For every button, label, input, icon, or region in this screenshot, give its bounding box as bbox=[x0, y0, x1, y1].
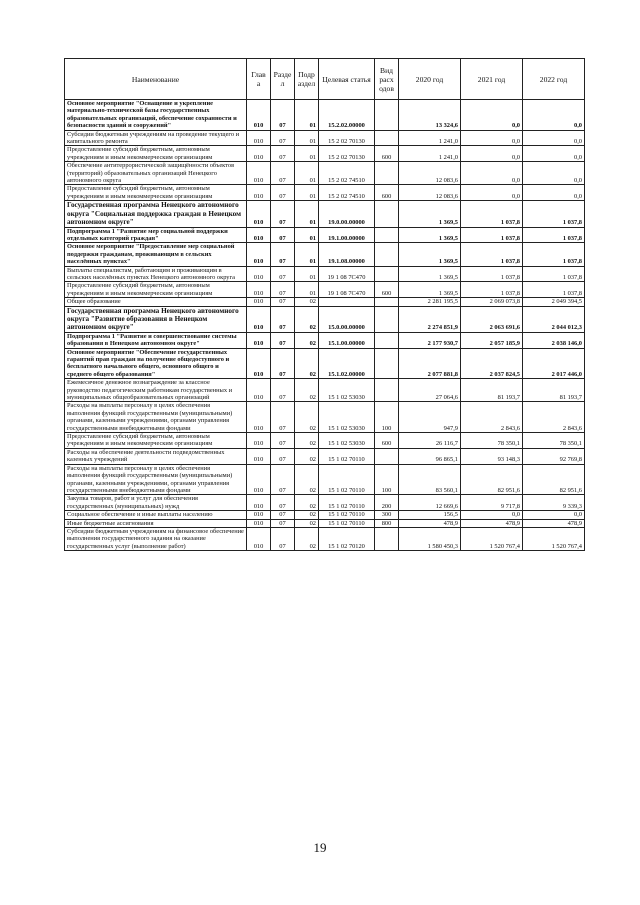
cell-2020: 1 369,5 bbox=[399, 282, 461, 298]
cell-statya bbox=[319, 298, 375, 306]
cell-vid: 300 bbox=[375, 511, 399, 519]
cell-statya: 15 1 02 70110 bbox=[319, 511, 375, 519]
cell-vid: 600 bbox=[375, 433, 399, 449]
cell-name: Ежемесячное денежное вознаграждение за классное руководство педагогическим работникам государственных и муниципальных общеобразовательных организаций bbox=[65, 379, 247, 402]
cell-vid bbox=[375, 448, 399, 464]
cell-statya: 15 1 02 70110 bbox=[319, 519, 375, 527]
cell-statya: 19.1.00.00000 bbox=[319, 227, 375, 243]
cell-razdel: 07 bbox=[271, 519, 295, 527]
cell-2020: 2 177 930,7 bbox=[399, 332, 461, 348]
cell-2020: 96 865,1 bbox=[399, 448, 461, 464]
cell-statya: 15 2 02 74510 bbox=[319, 185, 375, 201]
table-body bbox=[65, 100, 585, 551]
table-row bbox=[65, 227, 585, 243]
table-row bbox=[65, 243, 585, 266]
cell-name: Расходы на обеспечение деятельности подведомственных казенных учреждений bbox=[65, 448, 247, 464]
cell-podrazdel: 02 bbox=[295, 519, 319, 527]
cell-podrazdel: 01 bbox=[295, 227, 319, 243]
cell-2021: 2 063 691,6 bbox=[461, 306, 523, 332]
cell-2020: 12 083,6 bbox=[399, 162, 461, 185]
cell-2022: 9 339,3 bbox=[523, 495, 585, 511]
cell-statya: 15 2 02 70130 bbox=[319, 130, 375, 146]
cell-2022: 0,0 bbox=[523, 185, 585, 201]
cell-glava: 010 bbox=[247, 146, 271, 162]
header-podrazdel: Подр аздел bbox=[295, 59, 319, 100]
cell-razdel: 07 bbox=[271, 527, 295, 550]
cell-statya: 19.1.08.00000 bbox=[319, 243, 375, 266]
cell-podrazdel: 02 bbox=[295, 402, 319, 433]
cell-2020: 156,5 bbox=[399, 511, 461, 519]
cell-statya: 15 2 02 70130 bbox=[319, 146, 375, 162]
page-number: 19 bbox=[313, 840, 327, 855]
cell-2021: 9 717,8 bbox=[461, 495, 523, 511]
cell-razdel: 07 bbox=[271, 130, 295, 146]
cell-vid bbox=[375, 243, 399, 266]
cell-2022: 2 038 146,0 bbox=[523, 332, 585, 348]
cell-name: Иные бюджетные ассигнования bbox=[65, 519, 247, 527]
cell-2020: 27 064,6 bbox=[399, 379, 461, 402]
cell-statya: 15.2.02.00000 bbox=[319, 100, 375, 131]
cell-podrazdel: 02 bbox=[295, 527, 319, 550]
table-row bbox=[65, 306, 585, 332]
cell-podrazdel: 01 bbox=[295, 243, 319, 266]
cell-vid: 200 bbox=[375, 495, 399, 511]
table-header-row bbox=[65, 59, 585, 100]
cell-vid: 600 bbox=[375, 282, 399, 298]
header-glava: Глав а bbox=[247, 59, 271, 100]
cell-2021: 93 148,3 bbox=[461, 448, 523, 464]
cell-statya: 15 2 02 74510 bbox=[319, 162, 375, 185]
cell-2020: 2 281 195,5 bbox=[399, 298, 461, 306]
cell-2021: 0,0 bbox=[461, 162, 523, 185]
cell-statya: 15 1 02 70120 bbox=[319, 527, 375, 550]
cell-2022: 82 951,6 bbox=[523, 464, 585, 495]
table-row bbox=[65, 298, 585, 306]
cell-statya: 19.0.00.00000 bbox=[319, 201, 375, 227]
cell-glava: 010 bbox=[247, 527, 271, 550]
header-name: Наименование bbox=[65, 59, 247, 100]
cell-vid: 600 bbox=[375, 146, 399, 162]
cell-2020: 1 369,5 bbox=[399, 201, 461, 227]
cell-name: Предоставление субсидий бюджетным, автономным учреждениям и иным некоммерческим организациям bbox=[65, 282, 247, 298]
cell-statya: 15.0.00.00000 bbox=[319, 306, 375, 332]
cell-2022: 478,9 bbox=[523, 519, 585, 527]
cell-2022: 1 037,8 bbox=[523, 282, 585, 298]
cell-name: Предоставление субсидий бюджетным, автономным учреждениям и иным некоммерческим организациям bbox=[65, 433, 247, 449]
cell-2022: 78 350,1 bbox=[523, 433, 585, 449]
cell-statya: 15 1 02 53030 bbox=[319, 402, 375, 433]
cell-vid bbox=[375, 227, 399, 243]
cell-glava: 010 bbox=[247, 100, 271, 131]
cell-razdel: 07 bbox=[271, 146, 295, 162]
cell-2020: 1 369,5 bbox=[399, 243, 461, 266]
cell-vid bbox=[375, 100, 399, 131]
cell-name: Государственная программа Ненецкого автономного округа "Социальная поддержка граждан в Ненецком автономном округе" bbox=[65, 201, 247, 227]
cell-2021: 0,0 bbox=[461, 146, 523, 162]
cell-2021: 1 037,8 bbox=[461, 243, 523, 266]
cell-glava: 010 bbox=[247, 266, 271, 282]
cell-razdel: 07 bbox=[271, 495, 295, 511]
cell-razdel: 07 bbox=[271, 433, 295, 449]
cell-2020: 13 324,6 bbox=[399, 100, 461, 131]
cell-razdel: 07 bbox=[271, 348, 295, 379]
cell-statya: 15 1 02 70110 bbox=[319, 448, 375, 464]
cell-2022: 92 769,8 bbox=[523, 448, 585, 464]
cell-2022: 2 843,6 bbox=[523, 402, 585, 433]
cell-2022: 1 520 767,4 bbox=[523, 527, 585, 550]
cell-podrazdel: 02 bbox=[295, 464, 319, 495]
cell-name: Расходы на выплаты персоналу в целях обеспечения выполнения функций государственными (муниципальными) органами, казенными учреждениями, органами управления государственными внебюджетными фондами bbox=[65, 402, 247, 433]
cell-vid bbox=[375, 266, 399, 282]
cell-2022: 1 037,8 bbox=[523, 266, 585, 282]
cell-vid bbox=[375, 130, 399, 146]
cell-statya: 19 1 08 7С470 bbox=[319, 282, 375, 298]
table-row bbox=[65, 100, 585, 131]
cell-name: Государственная программа Ненецкого автономного округа "Развитие образования в Ненецком автономном округе" bbox=[65, 306, 247, 332]
table-row bbox=[65, 162, 585, 185]
cell-2021: 81 193,7 bbox=[461, 379, 523, 402]
cell-glava: 010 bbox=[247, 448, 271, 464]
cell-2021: 2 057 185,9 bbox=[461, 332, 523, 348]
cell-glava: 010 bbox=[247, 130, 271, 146]
table-row bbox=[65, 511, 585, 519]
cell-2021: 0,0 bbox=[461, 511, 523, 519]
cell-razdel: 07 bbox=[271, 185, 295, 201]
cell-glava: 010 bbox=[247, 185, 271, 201]
cell-glava: 010 bbox=[247, 495, 271, 511]
cell-razdel: 07 bbox=[271, 464, 295, 495]
cell-2020: 12 083,6 bbox=[399, 185, 461, 201]
table-row bbox=[65, 433, 585, 449]
cell-podrazdel: 01 bbox=[295, 201, 319, 227]
cell-2020: 478,9 bbox=[399, 519, 461, 527]
table-row bbox=[65, 464, 585, 495]
cell-2021: 1 520 767,4 bbox=[461, 527, 523, 550]
cell-vid bbox=[375, 379, 399, 402]
cell-name: Социальное обеспечение и иные выплаты населению bbox=[65, 511, 247, 519]
cell-statya: 15.1.02.00000 bbox=[319, 348, 375, 379]
table-row bbox=[65, 402, 585, 433]
cell-razdel: 07 bbox=[271, 332, 295, 348]
cell-name: Основное мероприятие "Оснащение и укрепление материально-технической базы государственных образовательных организаций, обеспечение сохранности и безопасности зданий и сооружений" bbox=[65, 100, 247, 131]
cell-statya: 15 1 02 53030 bbox=[319, 433, 375, 449]
cell-2022: 0,0 bbox=[523, 511, 585, 519]
cell-razdel: 07 bbox=[271, 402, 295, 433]
cell-2021: 2 843,6 bbox=[461, 402, 523, 433]
header-2021: 2021 год bbox=[461, 59, 523, 100]
cell-razdel: 07 bbox=[271, 162, 295, 185]
cell-name: Закупка товаров, работ и услуг для обеспечения государственных (муниципальных) нужд bbox=[65, 495, 247, 511]
cell-name: Субсидии бюджетным учреждениям на проведение текущего и капитального ремонта bbox=[65, 130, 247, 146]
cell-name: Расходы на выплаты персоналу в целях обеспечения выполнения функций государственными (муниципальными) органами, казенными учреждениями, органами управления государственными внебюджетными фондами bbox=[65, 464, 247, 495]
cell-podrazdel: 02 bbox=[295, 448, 319, 464]
cell-glava: 010 bbox=[247, 227, 271, 243]
table-row bbox=[65, 146, 585, 162]
cell-glava: 010 bbox=[247, 519, 271, 527]
cell-vid bbox=[375, 298, 399, 306]
cell-name: Подпрограмма 1 "Развитие и совершенствование системы образования в Ненецком автономном округе" bbox=[65, 332, 247, 348]
cell-razdel: 07 bbox=[271, 227, 295, 243]
cell-name: Предоставление субсидий бюджетным, автономным учреждениям и иным некоммерческим организациям bbox=[65, 146, 247, 162]
cell-podrazdel: 02 bbox=[295, 306, 319, 332]
cell-glava: 010 bbox=[247, 348, 271, 379]
cell-vid bbox=[375, 201, 399, 227]
cell-2021: 1 037,8 bbox=[461, 201, 523, 227]
cell-2020: 83 560,1 bbox=[399, 464, 461, 495]
cell-podrazdel: 01 bbox=[295, 266, 319, 282]
cell-2020: 2 077 881,8 bbox=[399, 348, 461, 379]
table-row bbox=[65, 448, 585, 464]
cell-2022: 0,0 bbox=[523, 146, 585, 162]
cell-2020: 1 241,0 bbox=[399, 146, 461, 162]
cell-2022: 2 017 446,0 bbox=[523, 348, 585, 379]
budget-table-container bbox=[64, 58, 584, 551]
cell-2022: 0,0 bbox=[523, 162, 585, 185]
cell-glava: 010 bbox=[247, 201, 271, 227]
cell-vid bbox=[375, 332, 399, 348]
table-row bbox=[65, 348, 585, 379]
cell-2021: 1 037,8 bbox=[461, 266, 523, 282]
cell-podrazdel: 01 bbox=[295, 100, 319, 131]
table-row bbox=[65, 282, 585, 298]
cell-podrazdel: 02 bbox=[295, 348, 319, 379]
cell-2020: 2 274 851,9 bbox=[399, 306, 461, 332]
cell-podrazdel: 02 bbox=[295, 495, 319, 511]
cell-name: Основное мероприятие "Предоставление мер социальной поддержки гражданам, проживающим в сельских населённых пунктах" bbox=[65, 243, 247, 266]
cell-glava: 010 bbox=[247, 464, 271, 495]
cell-vid bbox=[375, 527, 399, 550]
header-statya: Целевая статья bbox=[319, 59, 375, 100]
cell-podrazdel: 01 bbox=[295, 282, 319, 298]
cell-2021: 78 350,1 bbox=[461, 433, 523, 449]
cell-glava: 010 bbox=[247, 379, 271, 402]
cell-razdel: 07 bbox=[271, 511, 295, 519]
cell-statya: 15 1 02 70110 bbox=[319, 464, 375, 495]
cell-2022: 81 193,7 bbox=[523, 379, 585, 402]
table-row bbox=[65, 379, 585, 402]
cell-glava: 010 bbox=[247, 306, 271, 332]
cell-name: Обеспечение антитеррористической защищённости объектов (территорий) образовательных организаций Ненецкого автономного округа bbox=[65, 162, 247, 185]
table-row bbox=[65, 332, 585, 348]
cell-podrazdel: 02 bbox=[295, 298, 319, 306]
cell-2021: 0,0 bbox=[461, 130, 523, 146]
cell-podrazdel: 01 bbox=[295, 162, 319, 185]
cell-vid bbox=[375, 306, 399, 332]
cell-vid bbox=[375, 162, 399, 185]
cell-glava: 010 bbox=[247, 243, 271, 266]
cell-podrazdel: 01 bbox=[295, 146, 319, 162]
cell-podrazdel: 02 bbox=[295, 433, 319, 449]
cell-2020: 1 369,5 bbox=[399, 266, 461, 282]
cell-2020: 1 241,0 bbox=[399, 130, 461, 146]
cell-razdel: 07 bbox=[271, 306, 295, 332]
cell-name: Подпрограмма 1 "Развитие мер социальной поддержки отдельных категорий граждан" bbox=[65, 227, 247, 243]
cell-name: Общее образование bbox=[65, 298, 247, 306]
table-row bbox=[65, 519, 585, 527]
cell-razdel: 07 bbox=[271, 201, 295, 227]
cell-2022: 1 037,8 bbox=[523, 201, 585, 227]
cell-glava: 010 bbox=[247, 402, 271, 433]
cell-name: Выплаты специалистам, работающим и проживающим в сельских населённых пунктах Ненецкого автономного округа bbox=[65, 266, 247, 282]
cell-statya: 15 1 02 53030 bbox=[319, 379, 375, 402]
header-2022: 2022 год bbox=[523, 59, 585, 100]
cell-2022: 0,0 bbox=[523, 100, 585, 131]
header-2020: 2020 год bbox=[399, 59, 461, 100]
cell-name: Субсидии бюджетным учреждениям на финансовое обеспечение выполнения государственного задания на оказание государственных услуг (выполнение работ) bbox=[65, 527, 247, 550]
cell-podrazdel: 01 bbox=[295, 130, 319, 146]
cell-2022: 2 044 012,3 bbox=[523, 306, 585, 332]
cell-vid: 600 bbox=[375, 185, 399, 201]
cell-vid: 100 bbox=[375, 402, 399, 433]
cell-vid bbox=[375, 348, 399, 379]
table-row bbox=[65, 266, 585, 282]
header-razdel: Разде л bbox=[271, 59, 295, 100]
cell-razdel: 07 bbox=[271, 379, 295, 402]
cell-podrazdel: 02 bbox=[295, 511, 319, 519]
cell-glava: 010 bbox=[247, 433, 271, 449]
cell-name: Основное мероприятие "Обеспечение государственных гарантий прав граждан на получение общедоступного и бесплатного начального общего, основного общего и среднего общего образования" bbox=[65, 348, 247, 379]
cell-2020: 12 669,6 bbox=[399, 495, 461, 511]
cell-2022: 0,0 bbox=[523, 130, 585, 146]
cell-glava: 010 bbox=[247, 511, 271, 519]
cell-2022: 1 037,8 bbox=[523, 243, 585, 266]
cell-2020: 1 369,5 bbox=[399, 227, 461, 243]
cell-podrazdel: 01 bbox=[295, 185, 319, 201]
cell-glava: 010 bbox=[247, 332, 271, 348]
cell-razdel: 07 bbox=[271, 448, 295, 464]
cell-2022: 1 037,8 bbox=[523, 227, 585, 243]
table-row bbox=[65, 185, 585, 201]
cell-2020: 947,9 bbox=[399, 402, 461, 433]
cell-2022: 2 049 394,5 bbox=[523, 298, 585, 306]
cell-vid: 800 bbox=[375, 519, 399, 527]
cell-razdel: 07 bbox=[271, 282, 295, 298]
table-row bbox=[65, 130, 585, 146]
cell-2021: 0,0 bbox=[461, 185, 523, 201]
cell-2020: 1 580 450,3 bbox=[399, 527, 461, 550]
cell-razdel: 07 bbox=[271, 266, 295, 282]
cell-statya: 15.1.00.00000 bbox=[319, 332, 375, 348]
cell-2021: 478,9 bbox=[461, 519, 523, 527]
table-row bbox=[65, 495, 585, 511]
cell-glava: 010 bbox=[247, 298, 271, 306]
cell-name: Предоставление субсидий бюджетным, автономным учреждениям и иным некоммерческим организациям bbox=[65, 185, 247, 201]
cell-2021: 1 037,8 bbox=[461, 282, 523, 298]
cell-razdel: 07 bbox=[271, 298, 295, 306]
cell-2021: 1 037,8 bbox=[461, 227, 523, 243]
table-row bbox=[65, 527, 585, 550]
header-vid: Вид расх одов bbox=[375, 59, 399, 100]
cell-2021: 0,0 bbox=[461, 100, 523, 131]
cell-podrazdel: 02 bbox=[295, 379, 319, 402]
cell-2021: 2 069 073,8 bbox=[461, 298, 523, 306]
cell-glava: 010 bbox=[247, 282, 271, 298]
cell-podrazdel: 02 bbox=[295, 332, 319, 348]
cell-razdel: 07 bbox=[271, 100, 295, 131]
budget-table bbox=[64, 58, 585, 551]
cell-2021: 2 037 824,5 bbox=[461, 348, 523, 379]
cell-statya: 19 1 08 7С470 bbox=[319, 266, 375, 282]
cell-glava: 010 bbox=[247, 162, 271, 185]
cell-vid: 100 bbox=[375, 464, 399, 495]
cell-2021: 82 951,6 bbox=[461, 464, 523, 495]
table-row bbox=[65, 201, 585, 227]
cell-razdel: 07 bbox=[271, 243, 295, 266]
cell-2020: 26 116,7 bbox=[399, 433, 461, 449]
cell-statya: 15 1 02 70110 bbox=[319, 495, 375, 511]
